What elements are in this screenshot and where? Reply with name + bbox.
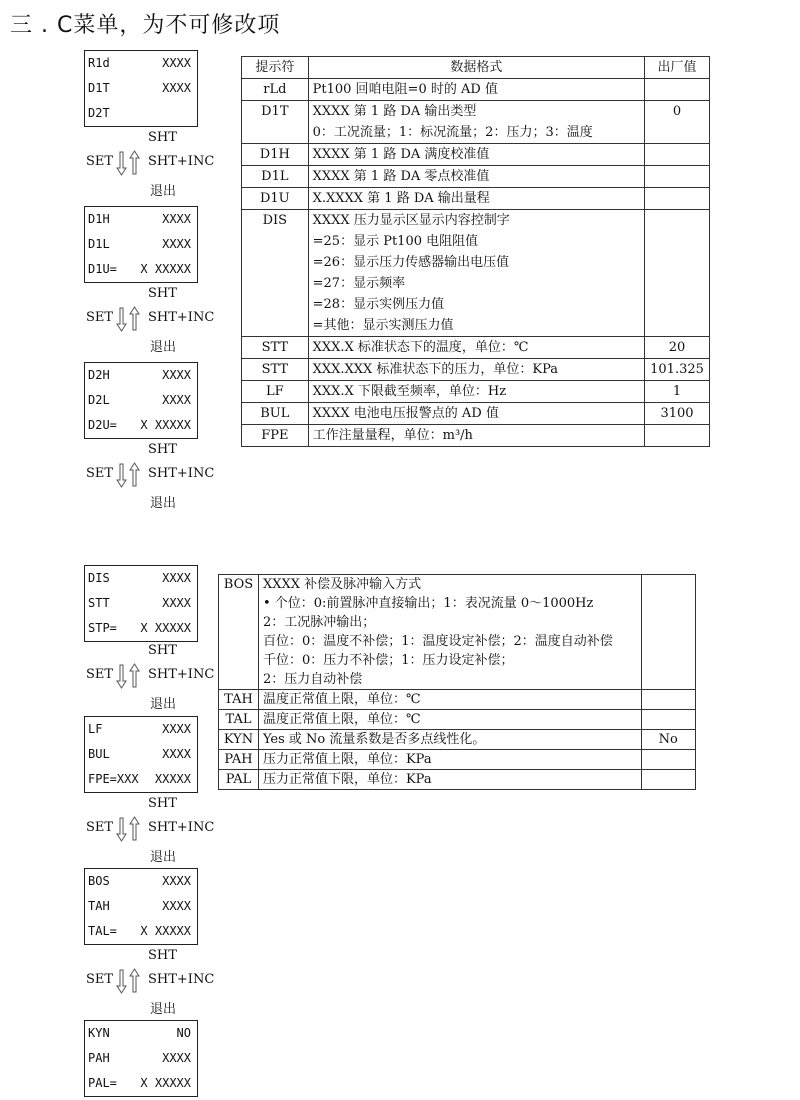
param-format [308,79,644,101]
param-default: 101.325 [645,359,710,381]
parameter-table-2 [218,574,696,790]
nav-block-3 [84,442,214,520]
lcd-label: KYN [88,1026,110,1040]
sht-inc-label: SHT+INC [148,154,215,169]
sht-label: SHT [148,948,177,963]
param-code: BUL [242,403,309,425]
lcd-label: DIS [88,571,110,585]
param-code: LF [242,381,309,403]
param-format [258,770,641,790]
format-line: XXXX 压力显示区显示内容控制字 [312,213,510,228]
table-row [219,710,696,730]
table-row [242,359,710,381]
set-label: SET [86,972,114,987]
format-line: 百位：0：温度不补偿；1：温度设定补偿；2：温度自动补偿 [262,634,613,649]
format-line: XXXX 第 1 路 DA 输出类型 [312,104,477,119]
set-label: SET [86,667,114,682]
lcd-row [85,919,197,944]
param-default: No [641,730,696,750]
param-default [645,210,710,337]
lcd-screen-6 [84,868,198,945]
format-line: 温度正常值上限，单位：℃ [262,692,421,707]
format-line: =25：显示 Pt100 电阻阻值 [312,234,479,249]
sht-inc-label: SHT+INC [148,820,215,835]
lcd-value: XXXX [162,393,191,407]
format-line: =26：显示压力传感器输出电压值 [312,255,510,270]
param-default: 1 [645,381,710,403]
lcd-label: LF [88,722,103,736]
param-code: D1H [242,144,309,166]
exit-label: 退出 [150,496,177,511]
param-format [308,337,644,359]
table-row [242,337,710,359]
format-line: • 个位：0:前置脉冲直接输出；1：表况流量 0～1000Hz [262,596,594,611]
table-row [242,166,710,188]
param-format [308,188,644,210]
set-label: SET [86,820,114,835]
lcd-row [85,616,197,641]
lcd-label: TAH [88,899,110,913]
lcd-row [85,1021,197,1046]
param-code: DIS [242,210,309,337]
nav-block-5 [84,796,214,874]
lcd-value: XXXX [162,874,191,888]
param-code: rLd [242,79,309,101]
table-row [242,188,710,210]
format-line: 温度正常值上限，单位：℃ [262,712,421,727]
sht-inc-label: SHT+INC [148,972,215,987]
exit-label: 退出 [150,340,177,355]
lcd-value: XXXX [162,81,191,95]
lcd-row [85,717,197,742]
lcd-screen-2 [84,206,198,283]
lcd-row [85,363,197,388]
lcd-label: D1H [88,212,110,226]
param-code: KYN [219,730,259,750]
table-row [242,210,710,337]
param-default [645,425,710,447]
lcd-value: XXXX [162,368,191,382]
sht-inc-label: SHT+INC [148,466,215,481]
param-default [645,144,710,166]
lcd-label: STP= [88,621,117,635]
nav-block-4 [84,643,214,721]
lcd-label: D2H [88,368,110,382]
lcd-row [85,1046,197,1071]
param-format [258,710,641,730]
format-line: 压力正常值下限，单位：KPa [262,772,432,787]
sht-label: SHT [148,286,177,301]
param-code: D1L [242,166,309,188]
exit-label: 退出 [150,697,177,712]
format-line: Yes 或 No 流量系数是否多点线性化。 [262,732,486,747]
format-line: 0：工况流量；1：标况流量；2：压力；3：温度 [312,125,593,140]
table-row [242,403,710,425]
up-down-arrows-icon [115,150,141,176]
lcd-row [85,388,197,413]
lcd-row [85,207,197,232]
param-format [308,144,644,166]
format-line: XXXX 第 1 路 DA 零点校准值 [312,169,490,184]
format-line: =28：显示实例压力值 [312,297,445,312]
param-code: STT [242,359,309,381]
lcd-row [85,257,197,282]
lcd-screen-4 [84,565,198,642]
sht-label: SHT [148,796,177,811]
lcd-label: R1d [88,56,110,70]
lcd-label: D1T [88,81,110,95]
param-code: TAL [219,710,259,730]
format-line: XXX.XXX 标准状态下的压力，单位：KPa [312,362,559,377]
lcd-value: XXXX [162,56,191,70]
up-down-arrows-icon [115,462,141,488]
table-2-body [219,575,696,790]
lcd-row [85,232,197,257]
table-row [242,144,710,166]
set-label: SET [86,310,114,325]
exit-label: 退出 [150,850,177,865]
lcd-row [85,742,197,767]
lcd-row [85,591,197,616]
sht-label: SHT [148,130,177,145]
param-format [258,575,641,690]
lcd-label: PAH [88,1051,110,1065]
header-default: 出厂值 [645,57,710,79]
param-code: BOS [219,575,259,690]
param-code: D1T [242,101,309,144]
lcd-row [85,413,197,438]
up-down-arrows-icon [115,968,141,994]
up-down-arrows-icon [115,306,141,332]
lcd-value: X XXXXX [140,1076,191,1090]
lcd-row [85,566,197,591]
lcd-screen-5 [84,716,198,793]
table-row [242,79,710,101]
lcd-value: XXXX [162,747,191,761]
table-row [219,770,696,790]
nav-block-1 [84,130,214,208]
format-line: 2：工况脉冲输出； [262,615,376,630]
table-1-body [242,79,710,447]
lcd-row [85,101,197,126]
param-format [308,210,644,337]
param-default: 20 [645,337,710,359]
table-row [242,425,710,447]
lcd-row [85,869,197,894]
exit-label: 退出 [150,1002,177,1017]
lcd-value: NO [176,1026,191,1040]
lcd-value: XXXX [162,237,191,251]
param-format [258,750,641,770]
format-line: XXXX 补偿及脉冲输入方式 [262,577,422,592]
exit-label: 退出 [150,184,177,199]
format-line: =27：显示频率 [312,276,406,291]
param-default [645,188,710,210]
lcd-row [85,51,197,76]
param-default [641,770,696,790]
sht-inc-label: SHT+INC [148,667,215,682]
lcd-label: D2L [88,393,110,407]
set-label: SET [86,466,114,481]
param-default [645,79,710,101]
table-row [219,690,696,710]
param-default [641,750,696,770]
lcd-label: BOS [88,874,110,888]
page-heading: 三 . C菜单，为不可修改项 [10,13,281,38]
lcd-value: XXXX [162,571,191,585]
sht-label: SHT [148,442,177,457]
param-format [308,359,644,381]
lcd-value: XXXXX [154,772,191,786]
lcd-value: X XXXXX [140,924,191,938]
lcd-value: XXXX [162,899,191,913]
lcd-label: D2U= [88,418,117,432]
param-default [641,710,696,730]
param-format [308,166,644,188]
format-line: 2：压力自动补偿 [262,672,363,687]
lcd-screen-1 [84,50,198,127]
param-code: D1U [242,188,309,210]
param-code: PAL [219,770,259,790]
nav-block-2 [84,286,214,364]
param-code: PAH [219,750,259,770]
table-row [219,575,696,690]
lcd-row [85,76,197,101]
table-row [219,750,696,770]
lcd-value: XXXX [162,1051,191,1065]
lcd-label: D1U= [88,262,117,276]
lcd-screen-7 [84,1020,198,1097]
lcd-label: D1L [88,237,110,251]
param-default: 3100 [645,403,710,425]
table-header-row [242,57,710,79]
param-default: 0 [645,101,710,144]
set-label: SET [86,154,114,169]
param-code: FPE [242,425,309,447]
lcd-label: STT [88,596,110,610]
param-format [258,730,641,750]
lcd-value: X XXXXX [140,621,191,635]
table-row [219,730,696,750]
lcd-value: X XXXXX [140,418,191,432]
lcd-value: XXXX [162,596,191,610]
format-line: XXX.X 下限截至频率，单位：Hz [312,384,507,399]
param-format [308,381,644,403]
nav-block-6 [84,948,214,1026]
lcd-row [85,767,197,792]
format-line: XXXX 第 1 路 DA 满度校准值 [312,147,490,162]
param-format [308,101,644,144]
up-down-arrows-icon [115,816,141,842]
param-code: STT [242,337,309,359]
format-line: 千位：0：压力不补偿；1：压力设定补偿； [262,653,514,668]
format-line: 工作注量量程，单位：m³/h [312,428,473,443]
header-code: 提示符 [242,57,309,79]
param-default [641,690,696,710]
format-line: XXXX 电池电压报警点的 AD 值 [312,406,499,421]
lcd-row [85,894,197,919]
param-format [308,425,644,447]
lcd-label: FPE=XXX [88,772,139,786]
format-line: X.XXXX 第 1 路 DA 输出量程 [312,191,490,206]
param-format [308,403,644,425]
lcd-value: XXXX [162,722,191,736]
table-row [242,101,710,144]
format-line: XXX.X 标准状态下的温度，单位：℃ [312,340,529,355]
lcd-label: BUL [88,747,110,761]
table-row [242,381,710,403]
lcd-value: XXXX [162,212,191,226]
param-default [641,575,696,690]
lcd-value: X XXXXX [140,262,191,276]
param-code: TAH [219,690,259,710]
up-down-arrows-icon [115,663,141,689]
lcd-label: D2T [88,106,110,120]
header-format: 数据格式 [308,57,644,79]
param-format [258,690,641,710]
format-line: Pt100 回咱电阻=0 时的 AD 值 [312,82,498,97]
format-line: 压力正常值上限，单位：KPa [262,752,432,767]
lcd-screen-3 [84,362,198,439]
lcd-label: PAL= [88,1076,117,1090]
parameter-table-1 [241,56,710,447]
sht-label: SHT [148,643,177,658]
lcd-row [85,1071,197,1096]
lcd-label: TAL= [88,924,117,938]
param-default [645,166,710,188]
format-line: =其他：显示实测压力值 [312,318,454,333]
sht-inc-label: SHT+INC [148,310,215,325]
